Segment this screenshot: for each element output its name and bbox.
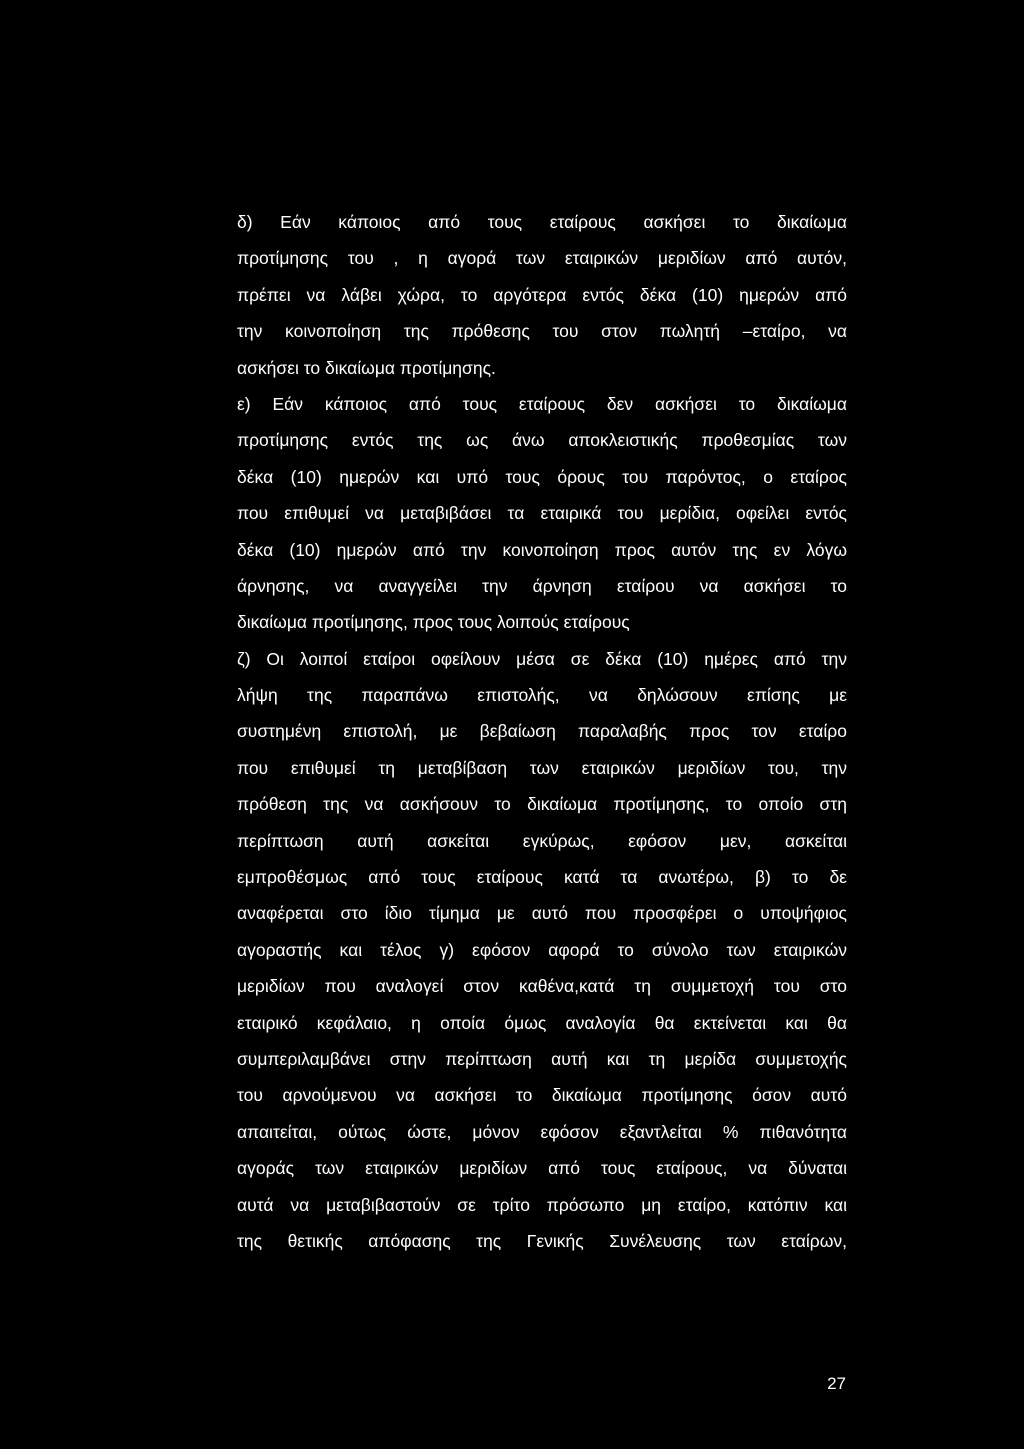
- text-line: ζ) Οι λοιποί εταίροι οφείλουν μέσα σε δέκα (10) ημέρες από την: [237, 648, 847, 669]
- document-body: [237, 204, 847, 1259]
- text-line: εταιρικό κεφάλαιο, η οποία όμως αναλογία θα εκτείνεται και θα: [237, 1012, 847, 1033]
- text-line: δικαίωμα προτίμησης, προς τους λοιπούς εταίρους: [237, 612, 630, 633]
- text-line: προτίμησης εντός της ως άνω αποκλειστικής προθεσμίας των: [237, 430, 847, 451]
- text-line: πρέπει να λάβει χώρα, το αργότερα εντός δέκα (10) ημερών από: [237, 284, 847, 305]
- text-line: συστημένη επιστολή, με βεβαίωση παραλαβής προς τον εταίρο: [237, 721, 847, 742]
- text-line: λήψη της παραπάνω επιστολής, να δηλώσουν επίσης με: [237, 685, 847, 706]
- text-line: πρόθεση της να ασκήσουν το δικαίωμα προτίμησης, το οποίο στη: [237, 794, 847, 815]
- page-number: 27: [827, 1374, 846, 1393]
- text-line: αγοράς των εταιρικών μεριδίων από τους εταίρους, να δύναται: [237, 1158, 847, 1179]
- text-line: εμπροθέσμως από τους εταίρους κατά τα ανωτέρω, β) το δε: [237, 867, 847, 888]
- text-line: αγοραστής και τέλος γ) εφόσον αφορά το σύνολο των εταιρικών: [237, 939, 847, 960]
- text-line: απαιτείται, ούτως ώστε, μόνον εφόσον εξαντλείται % πιθανότητα: [237, 1121, 847, 1142]
- text-line: του αρνούμενου να ασκήσει το δικαίωμα προτίμησης όσον αυτό: [237, 1085, 847, 1106]
- text-line: ασκήσει το δικαίωμα προτίμησης.: [237, 357, 496, 378]
- text-line: της θετικής απόφασης της Γενικής Συνέλευσης των εταίρων,: [237, 1230, 847, 1251]
- text-line: δέκα (10) ημερών από την κοινοποίηση προς αυτόν της εν λόγω: [237, 539, 847, 560]
- text-line: μεριδίων που αναλογεί στον καθένα,κατά τη συμμετοχή του στο: [237, 976, 847, 997]
- text-line: περίπτωση αυτή ασκείται εγκύρως, εφόσον μεν, ασκείται: [237, 830, 847, 851]
- text-line: δ) Εάν κάποιος από τους εταίρους ασκήσει το δικαίωμα: [237, 212, 847, 232]
- text-line: ε) Εάν κάποιος από τους εταίρους δεν ασκήσει το δικαίωμα: [237, 393, 847, 414]
- text-line: αυτά να μεταβιβαστούν σε τρίτο πρόσωπο μη εταίρο, κατόπιν και: [237, 1194, 847, 1215]
- text-line: συμπεριλαμβάνει στην περίπτωση αυτή και τη μερίδα συμμετοχής: [237, 1048, 847, 1069]
- text-line: που επιθυμεί να μεταβιβάσει τα εταιρικά του μερίδια, οφείλει εντός: [237, 503, 847, 524]
- text-line: άρνησης, να αναγγείλει την άρνηση εταίρου να ασκήσει το: [237, 575, 847, 596]
- text-line: που επιθυμεί τη μεταβίβαση των εταιρικών μεριδίων του, την: [237, 757, 847, 778]
- text-line: αναφέρεται στο ίδιο τίμημα με αυτό που προσφέρει ο υποψήφιος: [237, 903, 847, 924]
- text-line: την κοινοποίηση της πρόθεσης του στον πωλητή –εταίρο, να: [237, 321, 847, 342]
- text-line: δέκα (10) ημερών και υπό τους όρους του παρόντος, ο εταίρος: [237, 466, 847, 487]
- text-line: προτίμησης του , η αγορά των εταιρικών μεριδίων από αυτόν,: [237, 248, 847, 269]
